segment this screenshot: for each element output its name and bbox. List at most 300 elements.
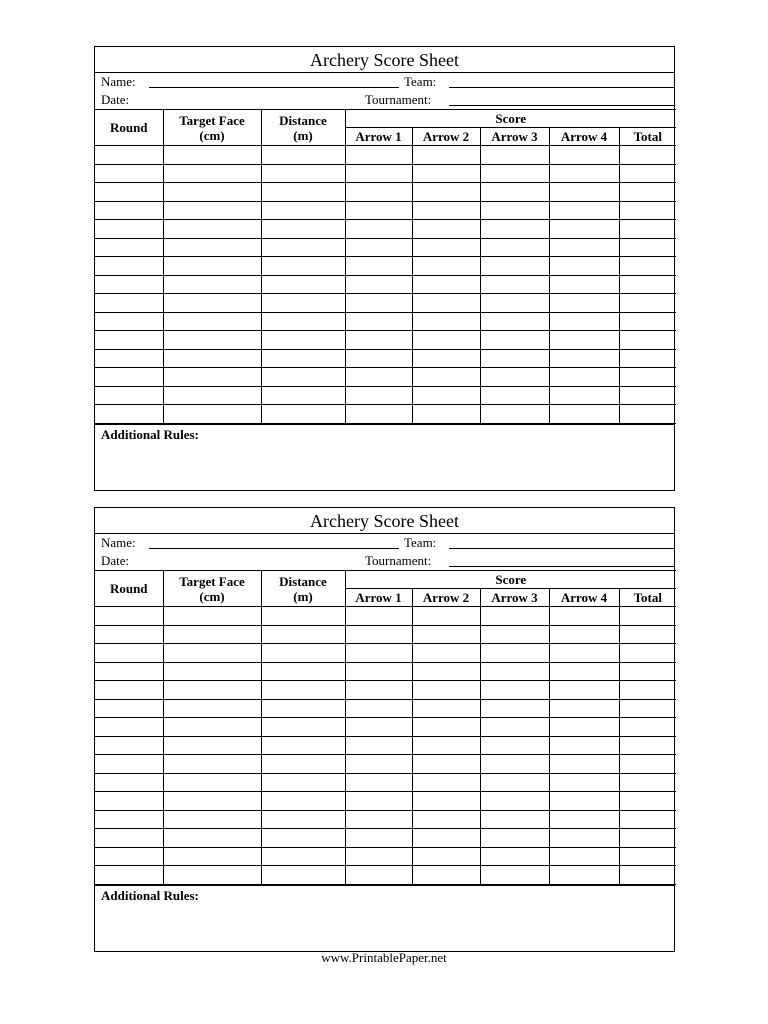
arrow4-cell[interactable] xyxy=(549,792,619,811)
target-face-cell[interactable] xyxy=(163,164,261,183)
team-label: Team: xyxy=(404,74,437,89)
arrow1-cell[interactable] xyxy=(345,699,412,718)
total-cell[interactable] xyxy=(619,625,676,644)
distance-cell[interactable] xyxy=(261,238,345,257)
distance-cell[interactable] xyxy=(261,164,345,183)
arrow4-cell[interactable] xyxy=(549,368,619,387)
score-sheet-bottom xyxy=(94,507,675,952)
arrow2-cell[interactable] xyxy=(412,368,480,387)
distance-cell[interactable] xyxy=(261,810,345,829)
total-cell[interactable] xyxy=(619,773,676,792)
target-face-cell[interactable] xyxy=(163,792,261,811)
total-cell[interactable] xyxy=(619,792,676,811)
round-cell[interactable] xyxy=(95,718,163,737)
arrow1-cell[interactable] xyxy=(345,792,412,811)
additional-rules-box[interactable] xyxy=(95,885,674,951)
arrow1-cell[interactable] xyxy=(345,718,412,737)
arrow1-cell[interactable] xyxy=(345,755,412,774)
target-face-cell[interactable] xyxy=(163,847,261,866)
total-cell[interactable] xyxy=(619,368,676,387)
arrow2-header: Arrow 2 xyxy=(412,589,480,607)
arrow1-cell[interactable] xyxy=(345,238,412,257)
arrow2-cell[interactable] xyxy=(412,164,480,183)
arrow4-cell[interactable] xyxy=(549,699,619,718)
distance-cell[interactable] xyxy=(261,220,345,239)
arrow2-cell[interactable] xyxy=(412,699,480,718)
arrow1-cell[interactable] xyxy=(345,294,412,313)
distance-cell[interactable] xyxy=(261,681,345,700)
arrow1-cell[interactable] xyxy=(345,810,412,829)
arrow4-cell[interactable] xyxy=(549,257,619,276)
round-cell[interactable] xyxy=(95,238,163,257)
arrow3-cell[interactable] xyxy=(480,164,549,183)
arrow4-cell[interactable] xyxy=(549,718,619,737)
team-field[interactable] xyxy=(449,87,675,88)
name-team-row xyxy=(95,73,674,91)
arrow3-cell[interactable] xyxy=(480,146,549,165)
total-cell[interactable] xyxy=(619,331,676,350)
distance-cell[interactable] xyxy=(261,294,345,313)
arrow4-header: Arrow 4 xyxy=(549,589,619,607)
round-cell[interactable] xyxy=(95,755,163,774)
distance-cell[interactable] xyxy=(261,866,345,885)
arrow2-cell[interactable] xyxy=(412,607,480,626)
arrow2-cell[interactable] xyxy=(412,755,480,774)
arrow2-cell[interactable] xyxy=(412,257,480,276)
arrow4-cell[interactable] xyxy=(549,201,619,220)
arrow3-cell[interactable] xyxy=(480,699,549,718)
distance-cell[interactable] xyxy=(261,662,345,681)
round-cell[interactable] xyxy=(95,699,163,718)
round-cell[interactable] xyxy=(95,866,163,885)
total-cell[interactable] xyxy=(619,386,676,405)
distance-cell[interactable] xyxy=(261,829,345,848)
date-label: Date: xyxy=(101,92,130,107)
arrow1-cell[interactable] xyxy=(345,736,412,755)
arrow4-cell[interactable] xyxy=(549,662,619,681)
score-table xyxy=(95,570,676,885)
arrow3-cell[interactable] xyxy=(480,238,549,257)
arrow1-cell[interactable] xyxy=(345,847,412,866)
round-cell[interactable] xyxy=(95,312,163,331)
round-cell[interactable] xyxy=(95,368,163,387)
distance-cell[interactable] xyxy=(261,755,345,774)
arrow4-cell[interactable] xyxy=(549,625,619,644)
arrow2-cell[interactable] xyxy=(412,275,480,294)
arrow4-cell[interactable] xyxy=(549,331,619,350)
arrow2-header: Arrow 2 xyxy=(412,128,480,146)
arrow3-cell[interactable] xyxy=(480,792,549,811)
score-header: Score xyxy=(345,571,676,589)
name-field[interactable] xyxy=(149,548,399,549)
table-row xyxy=(95,349,676,368)
arrow1-cell[interactable] xyxy=(345,146,412,165)
arrow1-cell[interactable] xyxy=(345,662,412,681)
arrow2-cell[interactable] xyxy=(412,220,480,239)
target-face-cell[interactable] xyxy=(163,681,261,700)
arrow2-cell[interactable] xyxy=(412,146,480,165)
arrow3-cell[interactable] xyxy=(480,755,549,774)
distance-cell[interactable] xyxy=(261,847,345,866)
target-face-cell[interactable] xyxy=(163,773,261,792)
total-cell[interactable] xyxy=(619,644,676,663)
round-cell[interactable] xyxy=(95,294,163,313)
target-face-cell[interactable] xyxy=(163,331,261,350)
target-face-cell[interactable] xyxy=(163,386,261,405)
total-cell[interactable] xyxy=(619,847,676,866)
arrow1-cell[interactable] xyxy=(345,644,412,663)
round-header: Round xyxy=(95,110,163,146)
arrow1-cell[interactable] xyxy=(345,829,412,848)
tournament-label: Tournament: xyxy=(365,553,432,568)
round-cell[interactable] xyxy=(95,607,163,626)
sheet-title: Archery Score Sheet xyxy=(95,508,674,534)
table-row xyxy=(95,275,676,294)
distance-cell[interactable] xyxy=(261,183,345,202)
arrow1-cell[interactable] xyxy=(345,164,412,183)
target-face-cell[interactable] xyxy=(163,625,261,644)
arrow4-cell[interactable] xyxy=(549,607,619,626)
arrow3-cell[interactable] xyxy=(480,866,549,885)
arrow1-cell[interactable] xyxy=(345,405,412,424)
arrow2-cell[interactable] xyxy=(412,829,480,848)
distance-cell[interactable] xyxy=(261,146,345,165)
arrow3-cell[interactable] xyxy=(480,625,549,644)
round-cell[interactable] xyxy=(95,257,163,276)
total-header: Total xyxy=(619,589,676,607)
round-cell[interactable] xyxy=(95,681,163,700)
target-face-cell[interactable] xyxy=(163,294,261,313)
tournament-field[interactable] xyxy=(449,566,675,567)
distance-header xyxy=(261,110,345,146)
distance-header-line1: Distance xyxy=(279,112,327,128)
arrow2-cell[interactable] xyxy=(412,331,480,350)
team-label: Team: xyxy=(404,535,437,550)
table-row xyxy=(95,386,676,405)
arrow4-cell[interactable] xyxy=(549,866,619,885)
table-row xyxy=(95,866,676,885)
arrow4-cell[interactable] xyxy=(549,736,619,755)
distance-header xyxy=(261,571,345,607)
target-face-cell[interactable] xyxy=(163,662,261,681)
target-face-cell[interactable] xyxy=(163,736,261,755)
table-row xyxy=(95,773,676,792)
total-cell[interactable] xyxy=(619,681,676,700)
target-face-cell[interactable] xyxy=(163,220,261,239)
arrow4-cell[interactable] xyxy=(549,164,619,183)
distance-cell[interactable] xyxy=(261,699,345,718)
arrow4-cell[interactable] xyxy=(549,146,619,165)
name-team-row xyxy=(95,534,674,552)
total-cell[interactable] xyxy=(619,220,676,239)
total-cell[interactable] xyxy=(619,699,676,718)
target-face-cell[interactable] xyxy=(163,183,261,202)
arrow3-cell[interactable] xyxy=(480,405,549,424)
arrow3-cell[interactable] xyxy=(480,607,549,626)
round-cell[interactable] xyxy=(95,829,163,848)
target-face-cell[interactable] xyxy=(163,829,261,848)
arrow4-cell[interactable] xyxy=(549,829,619,848)
total-cell[interactable] xyxy=(619,183,676,202)
total-cell[interactable] xyxy=(619,829,676,848)
arrow1-cell[interactable] xyxy=(345,625,412,644)
distance-cell[interactable] xyxy=(261,625,345,644)
round-cell[interactable] xyxy=(95,625,163,644)
arrow3-cell[interactable] xyxy=(480,386,549,405)
arrow4-cell[interactable] xyxy=(549,312,619,331)
total-cell[interactable] xyxy=(619,607,676,626)
arrow2-cell[interactable] xyxy=(412,662,480,681)
round-cell[interactable] xyxy=(95,220,163,239)
arrow1-cell[interactable] xyxy=(345,331,412,350)
arrow2-cell[interactable] xyxy=(412,312,480,331)
distance-cell[interactable] xyxy=(261,312,345,331)
distance-cell[interactable] xyxy=(261,607,345,626)
table-row xyxy=(95,755,676,774)
target-face-cell[interactable] xyxy=(163,238,261,257)
total-cell[interactable] xyxy=(619,238,676,257)
arrow4-cell[interactable] xyxy=(549,755,619,774)
arrow3-cell[interactable] xyxy=(480,275,549,294)
arrow2-cell[interactable] xyxy=(412,238,480,257)
total-cell[interactable] xyxy=(619,405,676,424)
arrow4-cell[interactable] xyxy=(549,349,619,368)
round-cell[interactable] xyxy=(95,736,163,755)
target-face-cell[interactable] xyxy=(163,810,261,829)
arrow3-cell[interactable] xyxy=(480,294,549,313)
target-face-cell[interactable] xyxy=(163,257,261,276)
table-row xyxy=(95,368,676,387)
team-field[interactable] xyxy=(449,548,675,549)
total-cell[interactable] xyxy=(619,718,676,737)
target-face-header-line2: (cm) xyxy=(199,127,225,143)
arrow1-cell[interactable] xyxy=(345,349,412,368)
distance-cell[interactable] xyxy=(261,331,345,350)
arrow2-cell[interactable] xyxy=(412,201,480,220)
table-row xyxy=(95,257,676,276)
target-face-cell[interactable] xyxy=(163,201,261,220)
arrow3-cell[interactable] xyxy=(480,349,549,368)
round-cell[interactable] xyxy=(95,164,163,183)
total-cell[interactable] xyxy=(619,349,676,368)
target-face-cell[interactable] xyxy=(163,405,261,424)
round-cell[interactable] xyxy=(95,810,163,829)
target-face-cell[interactable] xyxy=(163,607,261,626)
name-label: Name: xyxy=(101,74,136,89)
total-header: Total xyxy=(619,128,676,146)
target-face-header-line1: Target Face xyxy=(179,112,245,128)
date-tournament-row xyxy=(95,552,674,570)
arrow1-cell[interactable] xyxy=(345,201,412,220)
arrow1-cell[interactable] xyxy=(345,275,412,294)
round-cell[interactable] xyxy=(95,644,163,663)
distance-cell[interactable] xyxy=(261,792,345,811)
date-tournament-row xyxy=(95,91,674,109)
arrow3-cell[interactable] xyxy=(480,644,549,663)
arrow2-cell[interactable] xyxy=(412,736,480,755)
arrow2-cell[interactable] xyxy=(412,773,480,792)
arrow3-cell[interactable] xyxy=(480,331,549,350)
distance-cell[interactable] xyxy=(261,644,345,663)
arrow3-cell[interactable] xyxy=(480,736,549,755)
table-row xyxy=(95,405,676,424)
round-cell[interactable] xyxy=(95,847,163,866)
total-cell[interactable] xyxy=(619,662,676,681)
distance-header-line2: (m) xyxy=(293,588,313,604)
round-cell[interactable] xyxy=(95,405,163,424)
additional-rules-box[interactable] xyxy=(95,424,674,490)
arrow3-cell[interactable] xyxy=(480,312,549,331)
arrow2-cell[interactable] xyxy=(412,792,480,811)
name-field[interactable] xyxy=(149,87,399,88)
target-face-cell[interactable] xyxy=(163,866,261,885)
distance-cell[interactable] xyxy=(261,736,345,755)
arrow2-cell[interactable] xyxy=(412,183,480,202)
table-row xyxy=(95,312,676,331)
target-face-cell[interactable] xyxy=(163,312,261,331)
total-cell[interactable] xyxy=(619,294,676,313)
arrow4-cell[interactable] xyxy=(549,238,619,257)
arrow4-cell[interactable] xyxy=(549,294,619,313)
arrow2-cell[interactable] xyxy=(412,349,480,368)
arrow4-header: Arrow 4 xyxy=(549,128,619,146)
arrow1-cell[interactable] xyxy=(345,368,412,387)
arrow1-cell[interactable] xyxy=(345,681,412,700)
arrow4-cell[interactable] xyxy=(549,386,619,405)
total-cell[interactable] xyxy=(619,164,676,183)
distance-cell[interactable] xyxy=(261,275,345,294)
table-row xyxy=(95,238,676,257)
round-cell[interactable] xyxy=(95,183,163,202)
arrow3-cell[interactable] xyxy=(480,773,549,792)
arrow1-cell[interactable] xyxy=(345,866,412,885)
distance-cell[interactable] xyxy=(261,773,345,792)
total-cell[interactable] xyxy=(619,810,676,829)
arrow2-cell[interactable] xyxy=(412,718,480,737)
arrow2-cell[interactable] xyxy=(412,294,480,313)
target-face-cell[interactable] xyxy=(163,368,261,387)
round-cell[interactable] xyxy=(95,201,163,220)
target-face-cell[interactable] xyxy=(163,718,261,737)
arrow4-cell[interactable] xyxy=(549,681,619,700)
distance-cell[interactable] xyxy=(261,718,345,737)
target-face-cell[interactable] xyxy=(163,755,261,774)
table-row xyxy=(95,736,676,755)
arrow2-cell[interactable] xyxy=(412,866,480,885)
date-label: Date: xyxy=(101,553,130,568)
round-cell[interactable] xyxy=(95,662,163,681)
round-cell[interactable] xyxy=(95,386,163,405)
arrow4-cell[interactable] xyxy=(549,847,619,866)
distance-cell[interactable] xyxy=(261,201,345,220)
score-sheet-top xyxy=(94,46,675,491)
arrow4-cell[interactable] xyxy=(549,183,619,202)
arrow2-cell[interactable] xyxy=(412,625,480,644)
target-face-cell[interactable] xyxy=(163,699,261,718)
arrow4-cell[interactable] xyxy=(549,405,619,424)
arrow1-header: Arrow 1 xyxy=(345,128,412,146)
distance-cell[interactable] xyxy=(261,349,345,368)
arrow4-cell[interactable] xyxy=(549,220,619,239)
round-cell[interactable] xyxy=(95,349,163,368)
table-row xyxy=(95,681,676,700)
total-cell[interactable] xyxy=(619,866,676,885)
arrow1-cell[interactable] xyxy=(345,220,412,239)
arrow3-cell[interactable] xyxy=(480,847,549,866)
arrow2-cell[interactable] xyxy=(412,405,480,424)
round-cell[interactable] xyxy=(95,331,163,350)
round-cell[interactable] xyxy=(95,773,163,792)
arrow2-cell[interactable] xyxy=(412,681,480,700)
arrow2-cell[interactable] xyxy=(412,810,480,829)
total-cell[interactable] xyxy=(619,201,676,220)
arrow3-cell[interactable] xyxy=(480,220,549,239)
score-rows xyxy=(95,607,676,885)
total-cell[interactable] xyxy=(619,146,676,165)
table-row xyxy=(95,644,676,663)
score-rows xyxy=(95,146,676,424)
distance-cell[interactable] xyxy=(261,405,345,424)
arrow4-cell[interactable] xyxy=(549,773,619,792)
arrow3-cell[interactable] xyxy=(480,718,549,737)
table-row xyxy=(95,294,676,313)
arrow1-cell[interactable] xyxy=(345,773,412,792)
arrow1-cell[interactable] xyxy=(345,607,412,626)
arrow3-cell[interactable] xyxy=(480,829,549,848)
distance-cell[interactable] xyxy=(261,257,345,276)
table-row xyxy=(95,201,676,220)
total-cell[interactable] xyxy=(619,257,676,276)
tournament-field[interactable] xyxy=(449,105,675,106)
arrow3-cell[interactable] xyxy=(480,662,549,681)
distance-cell[interactable] xyxy=(261,386,345,405)
target-face-cell[interactable] xyxy=(163,644,261,663)
arrow1-cell[interactable] xyxy=(345,257,412,276)
arrow4-cell[interactable] xyxy=(549,275,619,294)
arrow2-cell[interactable] xyxy=(412,847,480,866)
total-cell[interactable] xyxy=(619,755,676,774)
target-face-cell[interactable] xyxy=(163,275,261,294)
total-cell[interactable] xyxy=(619,312,676,331)
round-cell[interactable] xyxy=(95,275,163,294)
arrow3-cell[interactable] xyxy=(480,183,549,202)
arrow2-cell[interactable] xyxy=(412,644,480,663)
arrow3-cell[interactable] xyxy=(480,368,549,387)
arrow1-cell[interactable] xyxy=(345,312,412,331)
table-row xyxy=(95,607,676,626)
arrow3-cell[interactable] xyxy=(480,201,549,220)
total-cell[interactable] xyxy=(619,275,676,294)
distance-cell[interactable] xyxy=(261,368,345,387)
target-face-cell[interactable] xyxy=(163,349,261,368)
arrow4-cell[interactable] xyxy=(549,644,619,663)
target-face-cell[interactable] xyxy=(163,146,261,165)
table-row xyxy=(95,699,676,718)
total-cell[interactable] xyxy=(619,736,676,755)
arrow3-cell[interactable] xyxy=(480,681,549,700)
arrow3-cell[interactable] xyxy=(480,810,549,829)
arrow1-cell[interactable] xyxy=(345,183,412,202)
table-row xyxy=(95,792,676,811)
table-row xyxy=(95,810,676,829)
arrow4-cell[interactable] xyxy=(549,810,619,829)
arrow3-cell[interactable] xyxy=(480,257,549,276)
round-cell[interactable] xyxy=(95,792,163,811)
arrow2-cell[interactable] xyxy=(412,386,480,405)
round-cell[interactable] xyxy=(95,146,163,165)
arrow1-cell[interactable] xyxy=(345,386,412,405)
table-row xyxy=(95,718,676,737)
